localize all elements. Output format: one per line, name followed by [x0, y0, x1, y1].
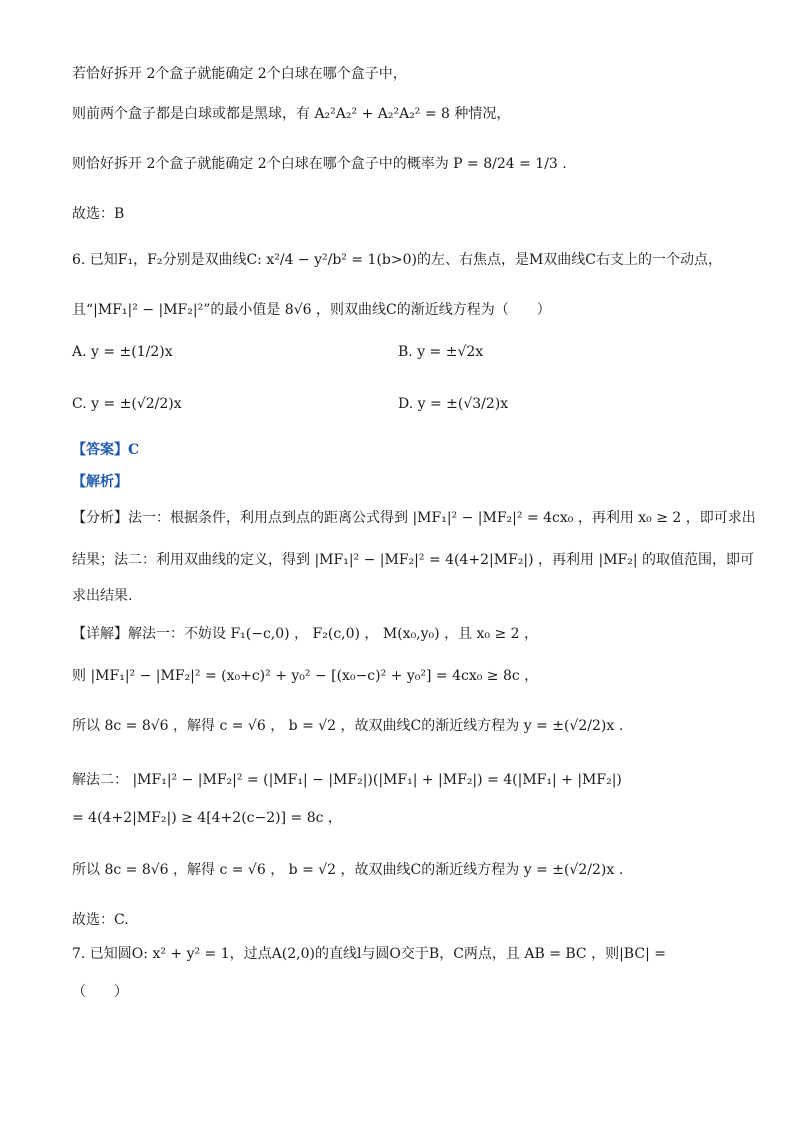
question-7-bracket: （ ） [72, 984, 128, 1000]
solution-line-1: 【详解】解法一：不妨设 F₁(−c,0) ， F₂(c,0) ， M(x₀,y₀) ，且 x₀ ≥ 2 ， [72, 626, 539, 642]
text-line-3: 则恰好拆开 2个盒子就能确定 2个白球在哪个盒子中的概率为 P = 8/24 = 1/3 . [72, 156, 567, 172]
solution-line-3: 所以 8c = 8√6 ，解得 c = √6 ， b = √2 ，故双曲线C的渐近线方程为 y = ±(√2/2)x . [72, 718, 624, 734]
question-6-condition: 且“|MF₁|² − |MF₂|²”的最小值是 8√6 ，则双曲线C的渐近线方程为（ ） [72, 302, 551, 318]
text-line-1: 若恰好拆开 2个盒子就能确定 2个白球在哪个盒子中， [72, 66, 407, 82]
option-d: D. y = ±(√3/2)x [398, 396, 509, 412]
option-a: A. y = ±(1/2)x [72, 344, 173, 360]
analysis-line-3: 求出结果. [72, 588, 133, 604]
question-7-stem: 7. 已知圆O: x² + y² = 1，过点A(2,0)的直线l与圆O交于B，C两点，且 AB = BC ，则|BC| = [72, 946, 666, 962]
option-c: C. y = ±(√2/2)x [72, 396, 182, 412]
analysis-line-1: 【分析】法一：根据条件，利用点到点的距离公式得到 |MF₁|² − |MF₂|² = 4cx₀ ，再利用 x₀ ≥ 2 ，即可求出 [72, 510, 756, 526]
analysis-label: 【解析】 [72, 474, 128, 490]
analysis-line-2: 结果；法二：利用双曲线的定义，得到 |MF₁|² − |MF₂|² = 4(4+2|MF₂|) ，再利用 |MF₂| 的取值范围，即可 [72, 552, 755, 568]
solution-line-6: 所以 8c = 8√6 ，解得 c = √6 ， b = √2 ，故双曲线C的渐近线方程为 y = ±(√2/2)x . [72, 862, 624, 878]
solution-line-4: 解法二： |MF₁|² − |MF₂|² = (|MF₁| − |MF₂|)(|MF₁| + |MF₂|) = 4(|MF₁| + |MF₂|) [72, 772, 622, 788]
solution-line-2: 则 |MF₁|² − |MF₂|² = (x₀+c)² + y₀² − [(x₀−c)² + y₀²] = 4cx₀ ≥ 8c ， [72, 668, 539, 684]
option-b: B. y = ±√2x [398, 344, 484, 360]
choice-line: 故选：C. [72, 912, 129, 928]
text-line-4: 故选：B [72, 206, 125, 222]
solution-line-5: = 4(4+2|MF₂|) ≥ 4[4+2(c−2)] = 8c ， [72, 810, 342, 826]
question-6-stem: 6. 已知F₁，F₂分别是双曲线C: x²/4 − y²/b² = 1(b>0)的左、右焦点，是M双曲线C右支上的一个动点， [72, 252, 723, 268]
answer-label: 【答案】C [72, 442, 140, 458]
text-line-2: 则前两个盒子都是白球或都是黑球，有 A₂²A₂² + A₂²A₂² = 8 种情况， [72, 106, 511, 122]
